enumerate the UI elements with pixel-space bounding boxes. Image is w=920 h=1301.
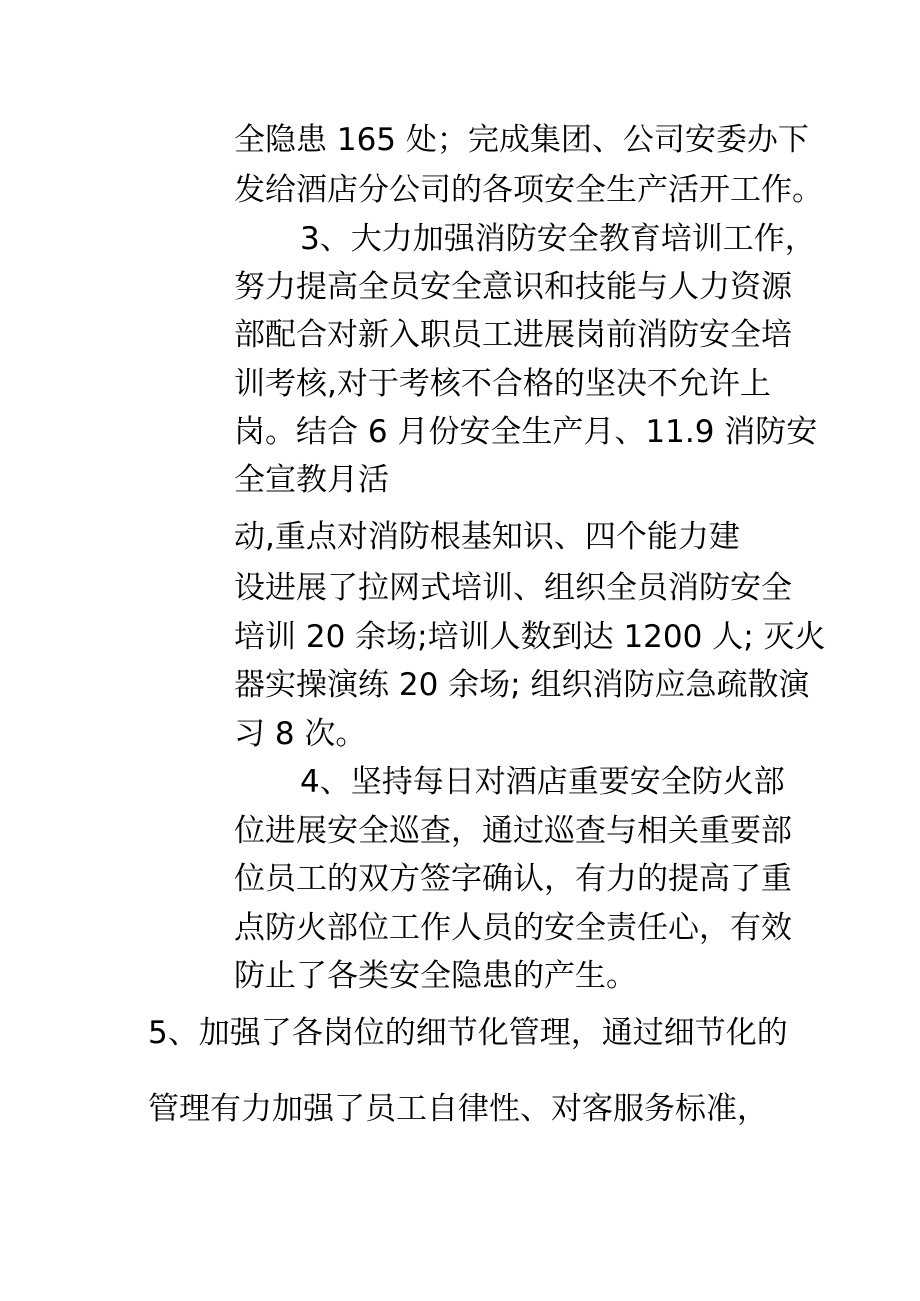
text-line: 设进展了拉网式培训、组织全员消防安全 [234, 570, 792, 606]
text-line: 全隐患 165 处；完成集团、公司安委办下 [234, 122, 809, 158]
text-line: 发给酒店分公司的各项安全生产活开工作。 [234, 172, 823, 208]
text-line: 4、坚持每日对酒店重要安全防火部 [300, 764, 785, 800]
text-line: 3、大力加强消防安全教育培训工作， [300, 221, 816, 257]
text-line: 培训 20 余场;培训人数到达 1200 人; 灭火 [234, 619, 826, 655]
text-line: 器实操演练 20 余场; 组织消防应急疏散演 [234, 667, 810, 703]
text-line: 岗。结合 6 月份安全生产月、11.9 消防安 [234, 414, 818, 450]
text-line: 训考核,对于考核不合格的坚决不允许上 [234, 366, 771, 402]
text-line: 5、加强了各岗位的细节化管理，通过细节化的 [148, 1015, 788, 1051]
text-line: 防止了各类安全隐患的产生。 [234, 958, 637, 994]
text-line: 位进展安全巡查，通过巡查与相关重要部 [234, 813, 792, 849]
text-line: 全宣教月活 [234, 462, 389, 498]
text-line: 位员工的双方签字确认，有力的提高了重 [234, 861, 792, 897]
text-line: 部配合对新入职员工进展岗前消防安全培 [234, 317, 792, 353]
text-line: 习 8 次。 [234, 716, 367, 752]
text-line: 点防火部位工作人员的安全责任心，有效 [234, 910, 792, 946]
text-line: 动,重点对消防根基知识、四个能力建 [234, 519, 740, 555]
text-line: 努力提高全员安全意识和技能与人力资源 [234, 269, 792, 305]
text-line: 管理有力加强了员工自律性、对客服务标准， [148, 1091, 768, 1127]
